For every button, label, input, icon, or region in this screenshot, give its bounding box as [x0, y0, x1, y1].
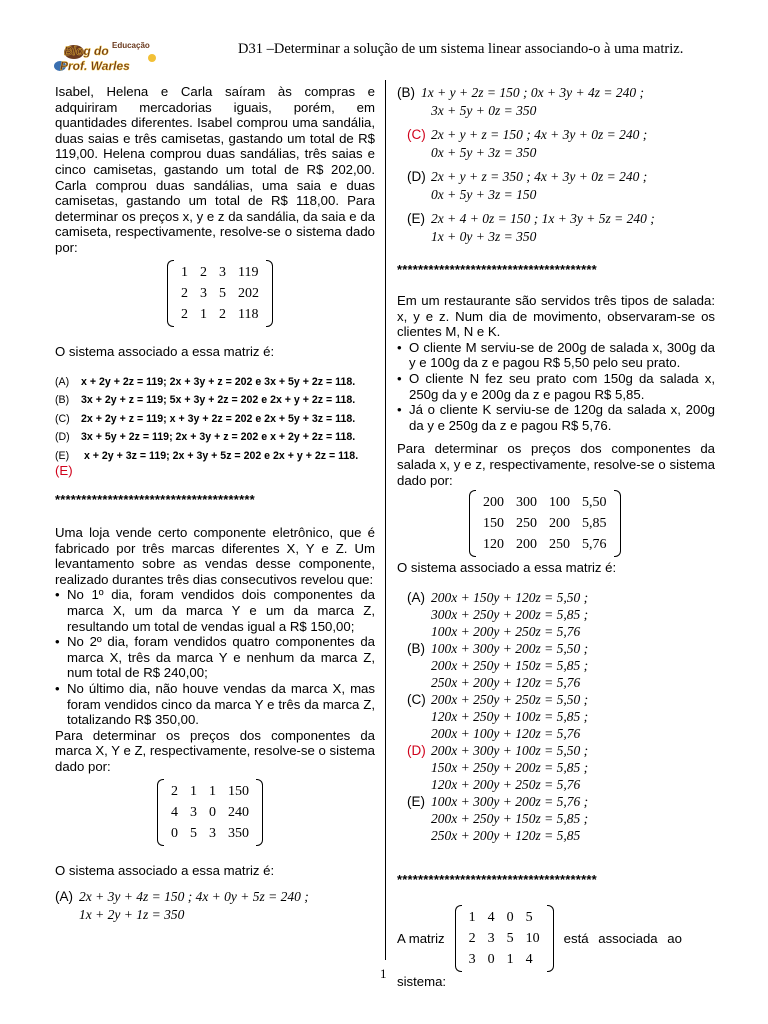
q3-option-d[interactable]: (D) 200x + 300y + 100z = 5,50 ; 150x + 250y + 200z = 5,85 ; 120x + 200y + 250z = 5,76	[407, 743, 589, 793]
q3-options	[397, 589, 715, 844]
q1-answer: (E)	[55, 463, 73, 479]
q2-option-e[interactable]: (E) 2x + 4 + 0z = 150 ; 1x + 3y + 5z = 240 ; 1x + 0y + 3z = 350	[407, 211, 655, 244]
q1-option-a[interactable]: (A) x + 2y + 2z = 119; 2x + 3y + z = 202 e 3x + 5y + 2z = 118.	[55, 375, 356, 388]
q3-option-b[interactable]: (B) 100x + 300y + 200z = 5,50 ; 200x + 250y + 150z = 5,85 ; 250x + 200y + 120z = 5,76	[407, 641, 589, 691]
q1-option-d[interactable]: (D) 3x + 5y + 2z = 119; 2x + 3y + z = 202 e x + 2y + 2z = 118.	[55, 431, 356, 444]
separator: **************************************	[55, 492, 255, 508]
q4-before: A matriz	[397, 931, 445, 947]
q1-option-b[interactable]: (B) 3x + 2y + z = 119; 5x + 3y + 2z = 202 e 2x + y + 2z = 118.	[55, 394, 356, 407]
q1-option-c[interactable]: (C) 2x + 2y + z = 119; x + 3y + 2z = 202 e 2x + 5y + 3z = 118.	[55, 412, 356, 425]
q4-last: sistema:	[397, 974, 447, 990]
list-item: • No 1º dia, foram vendidos dois componentes da marca X, um da marca Y e um da marca Z, resultando um total de vendas igual a R$ 150,00;	[55, 587, 375, 634]
separator: **************************************	[397, 262, 597, 277]
q4-matrix: 1 4 0 5 2 3 5 10 3 0 1 4	[455, 905, 554, 972]
q2-option-d[interactable]: (D) 2x + y + z = 350 ; 4x + 3y + 0z = 240 ; 0x + 5y + 3z = 150	[407, 169, 648, 202]
q2-option-a[interactable]: (A) 2x + 3y + 4z = 150 ; 4x + 0y + 5z = 240 ; 1x + 2y + 1z = 350	[55, 888, 309, 922]
q2-intro: Uma loja vende certo componente eletrônico, que é fabricado por três marcas diferentes X, Y e Z. Um levantamento sobre as vendas desse componente, realizado durantes três dias consecutivos revelou que:	[55, 525, 375, 587]
list-item: • No último dia, não houve vendas da marca X, mas foram vendidos cinco da marca Y e três da marca Z, totalizando R$ 350,00.	[55, 681, 375, 728]
list-item: • O cliente N fez seu prato com 150g da salada x, 250g da y e 200g da z e pagou R$ 5,85.	[397, 371, 715, 402]
q2-option-b[interactable]: (B) 1x + y + 2z = 150 ; 0x + 3y + 4z = 240 ; 3x + 5y + 0z = 350	[397, 85, 645, 118]
logo-text-prof: Prof. Warles	[60, 59, 130, 73]
right-column	[397, 84, 715, 989]
column-divider	[385, 80, 386, 960]
logo-text-blog: Blog do	[64, 44, 109, 58]
q3-option-e[interactable]: (E) 100x + 300y + 200z = 5,76 ; 200x + 250y + 150z = 5,85 ; 250x + 200y + 120z = 5,85	[407, 794, 589, 844]
separator: **************************************	[397, 872, 597, 888]
q3-bullets	[397, 340, 715, 434]
q1-text: Isabel, Helena e Carla saíram às compras e adquiriram mercadorias iguais, porém, em quantidades diferentes. Isabel comprou uma sandália, duas saias e três camisetas, gastando um total de R$ 119,00. Helena comprou duas sandálias, três saias e cinco camisetas, gastando um total de R$ 202,00. Carla comprou duas sandálias, uma saia e duas camisetas, gastando um total de R$ 118,00. Para determinar os preços x, y e z da sandália, da saia e da camiseta, respectivamente, resolve-se o sistema dado por:	[55, 84, 375, 255]
q2-after: Para determinar os preços dos componentes da marca X, Y e Z, respectivamente, resolve-se o sistema dado por:	[55, 727, 375, 774]
q2-bullets	[55, 587, 375, 727]
q1-matrix: 1 2 3 119 2 3 5 202 2 1 2 118	[167, 260, 273, 327]
q3-option-c[interactable]: (C) 200x + 250y + 250z = 5,50 ; 120x + 250y + 100z = 5,85 ; 200x + 100y + 120z = 5,76	[407, 692, 589, 742]
q1-options	[55, 373, 375, 466]
logo-text-educacao: Educação	[112, 41, 150, 50]
q3-prompt: O sistema associado a essa matriz é:	[397, 560, 617, 576]
q4-after: está associada ao	[563, 931, 682, 947]
q1-prompt: O sistema associado a essa matriz é:	[55, 343, 275, 359]
q2-option-c[interactable]: (C) 2x + y + z = 150 ; 4x + 3y + 0z = 240 ; 0x + 5y + 3z = 350	[407, 127, 648, 160]
list-item: • Já o cliente K serviu-se de 120g da salada x, 200g da y e 250g da z e pagou R$ 5,76.	[397, 402, 715, 433]
q3-matrix: 200 300 100 5,50 150 250 200 5,85 120 200 250 5,76	[469, 490, 621, 557]
list-item: • No 2º dia, foram vendidos quatro componentes da marca X, três da marca Y e nenhum da marca Z, num total de R$ 240,00;	[55, 634, 375, 681]
blog-logo	[52, 38, 164, 78]
left-column	[55, 84, 375, 924]
q2-prompt: O sistema associado a essa matriz é:	[55, 862, 275, 878]
q2-matrix: 2 1 1 150 4 3 0 240 0 5 3 350	[157, 779, 263, 846]
q4-row	[397, 905, 715, 972]
q3-intro: Em um restaurante são servidos três tipos de salada: x, y e z. Num dia de movimento, observaram-se os clientes M, N e K.	[397, 293, 715, 340]
q1-option-e[interactable]: (E) x + 2y + 3z = 119; 2x + 3y + 5z = 202 e 2x + y + 2z = 118.	[55, 449, 359, 462]
q3-option-a[interactable]: (A) 200x + 150y + 120z = 5,50 ; 300x + 250y + 200z = 5,85 ; 100x + 200y + 250z = 5,76	[407, 590, 589, 640]
q2-options-right	[397, 84, 715, 246]
page-number: 1	[380, 966, 387, 981]
q3-after: Para determinar os preços dos componentes da salada x, y e z, respectivamente, resolve-se o sistema dado por:	[397, 441, 715, 488]
list-item: • O cliente M serviu-se de 200g de salada x, 300g da y e 100g da z e pagou R$ 5,50 pelo seu prato.	[397, 340, 715, 371]
page-header: D31 –Determinar a solução de um sistema linear associando-o à uma matriz.	[238, 41, 684, 57]
